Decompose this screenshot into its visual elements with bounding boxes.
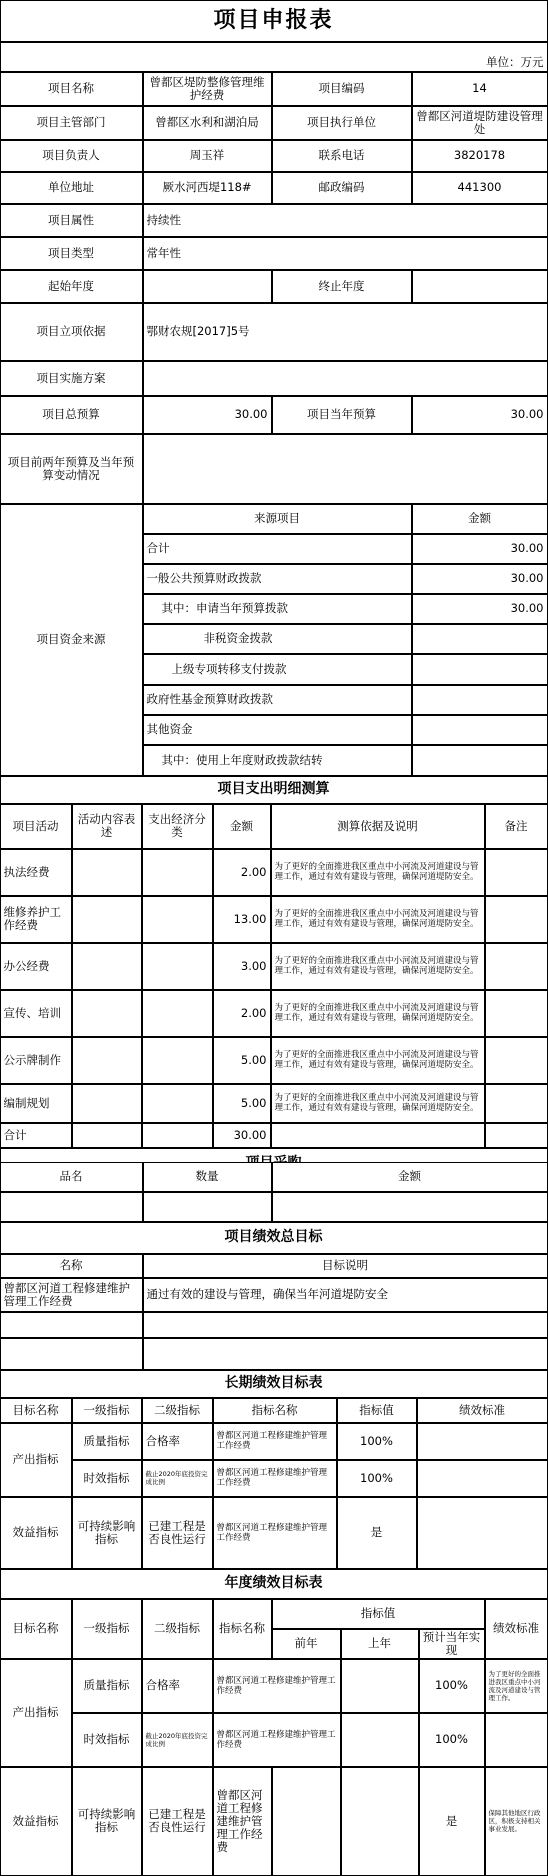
expense-class xyxy=(142,1037,213,1084)
expense-note xyxy=(485,1037,548,1084)
expense-total-basis xyxy=(271,1123,485,1148)
phone-label: 联系电话 xyxy=(272,140,412,172)
end-year-value xyxy=(412,270,548,303)
expense-total-note xyxy=(485,1123,548,1148)
annual-benefit-category: 效益指标 xyxy=(0,1767,72,1876)
funding-row-amount: 30.00 xyxy=(412,594,548,624)
longterm-header: 一级指标 xyxy=(72,1398,142,1423)
annual-header-l1: 一级指标 xyxy=(72,1599,142,1659)
expense-note xyxy=(485,990,548,1037)
zip-value: 441300 xyxy=(412,172,548,204)
annual-l2: 截止2020年底投资完成比例 xyxy=(142,1713,213,1767)
funding-row-amount xyxy=(412,654,548,685)
expense-class xyxy=(142,990,213,1037)
overall-blank xyxy=(0,1312,143,1338)
expense-amount: 2.00 xyxy=(213,990,271,1037)
form-title: 项目申报表 xyxy=(0,0,548,42)
purchase-cell xyxy=(272,1192,548,1222)
annual-header-prev2: 前年 xyxy=(272,1629,341,1659)
expense-class xyxy=(142,943,213,990)
funding-row-amount xyxy=(412,685,548,715)
expense-activity: 执法经费 xyxy=(0,849,72,896)
longterm-standard xyxy=(417,1423,548,1460)
longterm-indicator: 曾都区河道工程修建维护管理工作经费 xyxy=(213,1460,337,1497)
expense-activity: 办公经费 xyxy=(0,943,72,990)
expense-content xyxy=(72,1084,142,1123)
annual-prev2 xyxy=(272,1767,341,1876)
expense-amount: 3.00 xyxy=(213,943,271,990)
expense-note xyxy=(485,943,548,990)
budget-change-value xyxy=(143,434,548,504)
overall-col-name: 名称 xyxy=(0,1254,143,1278)
type-value: 常年性 xyxy=(143,237,548,270)
longterm-header: 绩效标准 xyxy=(417,1398,548,1423)
annual-header-current: 预计当年实现 xyxy=(419,1629,485,1659)
annual-l2: 已建工程是否良性运行 xyxy=(142,1767,213,1876)
annual-current: 100% xyxy=(419,1713,485,1767)
expense-header: 备注 xyxy=(485,804,548,849)
annual-header-l2: 二级指标 xyxy=(142,1599,213,1659)
funding-row-name: 非税资金拨款 xyxy=(143,624,412,654)
project-code-label: 项目编码 xyxy=(272,72,412,106)
expense-content xyxy=(72,896,142,943)
annual-header-target: 目标名称 xyxy=(0,1599,72,1659)
funding-row-name: 其中：使用上年度财政拨款结转 xyxy=(143,745,412,776)
longterm-benefit-category: 效益指标 xyxy=(0,1497,72,1569)
annual-prev1 xyxy=(341,1713,419,1767)
funding-row-amount xyxy=(412,745,548,776)
longterm-l1: 质量指标 xyxy=(72,1423,142,1460)
annual-indicator: 曾都区河道工程修建维护管理工作经费 xyxy=(213,1767,272,1876)
expense-content xyxy=(72,990,142,1037)
start-year-value xyxy=(143,270,272,303)
funding-row-name: 政府性基金预算财政拨款 xyxy=(143,685,412,715)
year-budget-label: 项目当年预算 xyxy=(272,396,412,434)
overall-blank xyxy=(143,1338,548,1370)
project-name-value: 曾都区堤防整修管理维护经费 xyxy=(143,72,272,106)
overall-desc: 通过有效的建设与管理，确保当年河道堤防安全 xyxy=(143,1278,548,1312)
annual-l1: 时效指标 xyxy=(72,1713,142,1767)
expense-note xyxy=(485,1084,548,1123)
expense-activity: 编制规划 xyxy=(0,1084,72,1123)
funding-row-name: 合计 xyxy=(143,534,412,564)
annual-section-title: 年度绩效目标表 xyxy=(0,1569,548,1599)
longterm-header: 指标名称 xyxy=(213,1398,337,1423)
funding-row-amount: 30.00 xyxy=(412,534,548,564)
expense-activity: 公示牌制作 xyxy=(0,1037,72,1084)
longterm-l1: 时效指标 xyxy=(72,1460,142,1497)
plan-label: 项目实施方案 xyxy=(0,361,143,396)
longterm-section-title: 长期绩效目标表 xyxy=(0,1370,548,1398)
expense-note xyxy=(485,849,548,896)
funding-row-amount xyxy=(412,624,548,654)
phone-value: 3820178 xyxy=(412,140,548,172)
annual-prev1 xyxy=(341,1767,419,1876)
longterm-value: 是 xyxy=(337,1497,417,1569)
expense-total-label: 合计 xyxy=(0,1123,72,1148)
longterm-l2: 截止2020年底投资完成比例 xyxy=(142,1460,213,1497)
longterm-output-category: 产出指标 xyxy=(0,1423,72,1497)
expense-basis: 为了更好的全面推进我区重点中小河流及河道建设与管理工作，通过有效有建设与管理，确保河道堤防安全。 xyxy=(271,1084,485,1123)
owner-value: 周玉祥 xyxy=(143,140,272,172)
expense-amount: 2.00 xyxy=(213,849,271,896)
expense-class xyxy=(142,896,213,943)
expense-activity: 维修养护工作经费 xyxy=(0,896,72,943)
annual-prev1 xyxy=(341,1659,419,1713)
expense-total-class xyxy=(142,1123,213,1148)
year-budget-value: 30.00 xyxy=(412,396,548,434)
expense-note xyxy=(485,896,548,943)
overall-col-desc: 目标说明 xyxy=(143,1254,548,1278)
type-label: 项目类型 xyxy=(0,237,143,270)
funding-col-amount: 金额 xyxy=(412,504,548,534)
annual-indicator: 曾都区河道工程修建维护管理工作经费 xyxy=(213,1713,341,1767)
funding-row-name: 上级专项转移支付拨款 xyxy=(143,654,412,685)
expense-header: 项目活动 xyxy=(0,804,72,849)
annual-current: 100% xyxy=(419,1659,485,1713)
longterm-l2: 合格率 xyxy=(142,1423,213,1460)
address-value: 厥水河西堤118# xyxy=(143,172,272,204)
attribute-label: 项目属性 xyxy=(0,204,143,237)
expense-content xyxy=(72,849,142,896)
expense-class xyxy=(142,1084,213,1123)
purchase-cell xyxy=(0,1192,143,1222)
annual-header-prev1: 上年 xyxy=(341,1629,419,1659)
overall-blank xyxy=(0,1338,143,1370)
funding-row-name: 其他资金 xyxy=(143,715,412,745)
longterm-header: 指标值 xyxy=(337,1398,417,1423)
basis-value: 鄂财农规[2017]5号 xyxy=(143,303,548,361)
dept-value: 曾都区水利和湖泊局 xyxy=(143,106,272,140)
purchase-header: 金额 xyxy=(272,1162,548,1192)
annual-l1: 可持续影响指标 xyxy=(72,1767,142,1876)
funding-row-name: 一般公共预算财政拨款 xyxy=(143,564,412,594)
overall-blank xyxy=(143,1312,548,1338)
purchase-cell xyxy=(143,1192,272,1222)
longterm-header: 目标名称 xyxy=(0,1398,72,1423)
expense-header: 测算依据及说明 xyxy=(271,804,485,849)
overall-name: 曾都区河道工程修建维护管理工作经费 xyxy=(0,1278,143,1312)
plan-value xyxy=(143,361,548,396)
annual-header-name: 指标名称 xyxy=(213,1599,272,1659)
annual-output-category: 产出指标 xyxy=(0,1659,72,1767)
longterm-header: 二级指标 xyxy=(142,1398,213,1423)
longterm-value: 100% xyxy=(337,1423,417,1460)
annual-standard: 为了更好的全面推进我区重点中小河流及河道建设与管理工作。 xyxy=(485,1659,548,1713)
funding-label: 项目资金来源 xyxy=(0,504,143,776)
expense-basis: 为了更好的全面推进我区重点中小河流及河道建设与管理工作，通过有效有建设与管理，确保河道堤防安全。 xyxy=(271,1037,485,1084)
annual-standard: 保障其他地区行政区，积极支持相关事业发展。 xyxy=(485,1767,548,1876)
funding-col-source: 来源项目 xyxy=(143,504,412,534)
budget-change-label: 项目前两年预算及当年预算变动情况 xyxy=(0,434,143,504)
funding-row-name: 其中：申请当年预算拨款 xyxy=(143,594,412,624)
longterm-l1: 可持续影响指标 xyxy=(72,1497,142,1569)
address-label: 单位地址 xyxy=(0,172,143,204)
expense-basis: 为了更好的全面推进我区重点中小河流及河道建设与管理工作，通过有效有建设与管理，确保河道堤防安全。 xyxy=(271,943,485,990)
overall-section-title: 项目绩效总目标 xyxy=(0,1222,548,1254)
zip-label: 邮政编码 xyxy=(272,172,412,204)
total-budget-label: 项目总预算 xyxy=(0,396,143,434)
attribute-value: 持续性 xyxy=(143,204,548,237)
total-budget-value: 30.00 xyxy=(143,396,272,434)
annual-standard xyxy=(485,1713,548,1767)
expense-header: 活动内容表述 xyxy=(72,804,142,849)
exec-unit-label: 项目执行单位 xyxy=(272,106,412,140)
annual-header-standard: 绩效标准 xyxy=(485,1599,548,1659)
expense-content xyxy=(72,943,142,990)
end-year-label: 终止年度 xyxy=(272,270,412,303)
expense-total-amount: 30.00 xyxy=(213,1123,271,1148)
annual-l2: 合格率 xyxy=(142,1659,213,1713)
longterm-indicator: 曾都区河道工程修建维护管理工作经费 xyxy=(213,1423,337,1460)
purchase-header: 数量 xyxy=(143,1162,272,1192)
longterm-standard xyxy=(417,1460,548,1497)
start-year-label: 起始年度 xyxy=(0,270,143,303)
project-name-label: 项目名称 xyxy=(0,72,143,106)
expense-basis: 为了更好的全面推进我区重点中小河流及河道建设与管理工作，通过有效有建设与管理，确保河道堤防安全。 xyxy=(271,896,485,943)
expense-amount: 5.00 xyxy=(213,1084,271,1123)
expense-header: 金额 xyxy=(213,804,271,849)
annual-current: 是 xyxy=(419,1767,485,1876)
expense-section-title: 项目支出明细测算 xyxy=(0,776,548,804)
unit-label: 单位：万元 xyxy=(0,42,548,72)
expense-total-content xyxy=(72,1123,142,1148)
purchase-header: 品名 xyxy=(0,1162,143,1192)
owner-label: 项目负责人 xyxy=(0,140,143,172)
expense-activity: 宣传、培训 xyxy=(0,990,72,1037)
annual-header-value: 指标值 xyxy=(272,1599,485,1629)
exec-unit-value: 曾都区河道堤防建设管理处 xyxy=(412,106,548,140)
project-code-value: 14 xyxy=(412,72,548,106)
longterm-value: 100% xyxy=(337,1460,417,1497)
expense-header: 支出经济分类 xyxy=(142,804,213,849)
annual-l1: 质量指标 xyxy=(72,1659,142,1713)
longterm-indicator: 曾都区河道工程修建维护管理工作经费 xyxy=(213,1497,337,1569)
longterm-l2: 已建工程是否良性运行 xyxy=(142,1497,213,1569)
expense-class xyxy=(142,849,213,896)
basis-label: 项目立项依据 xyxy=(0,303,143,361)
longterm-standard xyxy=(417,1497,548,1569)
funding-row-amount: 30.00 xyxy=(412,564,548,594)
expense-basis: 为了更好的全面推进我区重点中小河流及河道建设与管理工作，通过有效有建设与管理，确保河道堤防安全。 xyxy=(271,990,485,1037)
dept-label: 项目主管部门 xyxy=(0,106,143,140)
funding-row-amount xyxy=(412,715,548,745)
expense-amount: 13.00 xyxy=(213,896,271,943)
annual-indicator: 曾都区河道工程修建维护管理工作经费 xyxy=(213,1659,341,1713)
expense-content xyxy=(72,1037,142,1084)
expense-amount: 5.00 xyxy=(213,1037,271,1084)
expense-basis: 为了更好的全面推进我区重点中小河流及河道建设与管理工作，通过有效有建设与管理，确保河道堤防安全。 xyxy=(271,849,485,896)
